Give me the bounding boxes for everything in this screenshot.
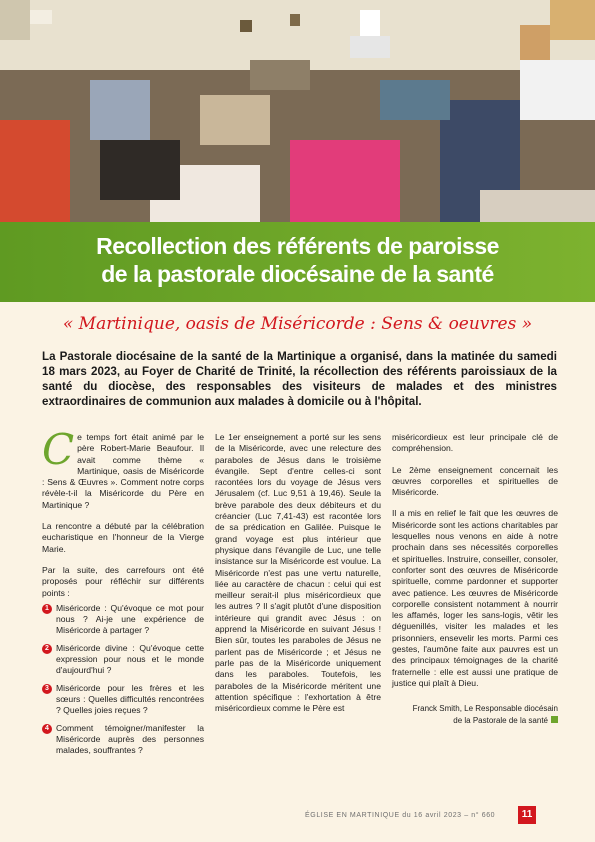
question-item: 4 Comment témoigner/manifester la Miséricorde auprès des personnes malades, souffrantes ? (42, 723, 204, 757)
question-item: 2 Miséricorde divine : Qu'évoque cette expression pour nous et le monde d'aujourd'hui ? (42, 643, 204, 677)
column-1 (42, 425, 204, 762)
question-item: 3 Miséricorde pour les frères et les sœurs : Quelles difficultés rencontrées ? Quelles joies reçues ? (42, 683, 204, 717)
question-number-badge: 3 (42, 684, 52, 694)
column-3 (392, 432, 558, 727)
page-number: 11 (518, 806, 536, 824)
col1-paragraph-2: La rencontre a débuté par la célébration eucharistique en l'honneur de la Vierge Marie. (42, 521, 204, 554)
drop-cap: C (42, 425, 75, 474)
question-number-badge: 1 (42, 604, 52, 614)
column-2 (215, 432, 381, 724)
footer-publication: ÉGLISE EN MARTINIQUE du 16 avril 2023 – n° 660 (305, 812, 496, 819)
article-title-line-1: Recollection des référents de paroisse (96, 233, 499, 259)
article-subtitle: « Martinique, oasis de Miséricorde : Sens & oeuvres » (62, 314, 533, 334)
signature (392, 703, 558, 727)
col3-paragraph-3: Il a mis en relief le fait que les œuvres de Miséricorde sont les actions charitables par lesquelles nous venons en aide à notre prochain dans ses nécessités corporelles et spirituelles. Instruire, conseiller, consoler, conforter sont des œuvres de Miséricorde spirituelle, comme pardonner et supporter avec patience. Les œuvres de Miséricorde corporelle consistent notamment à nourrir les affamés, loger les sans-logis, vêtir les déguenillés, visiter les malades et les prisonniers, ensevelir les morts. Parmi ces gestes, l'aumône faite aux pauvres est un des principaux témoignages de la charité fraternelle : elle est aussi une pratique de justice qui plaît à Dieu. (392, 508, 558, 688)
question-number-badge: 2 (42, 644, 52, 654)
question-list (42, 603, 204, 757)
signature-line-2: de la Pastorale de la santé (392, 715, 558, 727)
question-item: 1 Miséricorde : Qu'évoque ce mot pour nous ? Ai-je une expérience de Miséricorde à partager ? (42, 603, 204, 637)
signature-line-1: Franck Smith, Le Responsable diocésain (412, 704, 558, 714)
col2-paragraph-1: Le 1er enseignement a porté sur les sens de la Miséricorde, avec une relecture des paraboles de Jésus dans le troisième évangile. Sept d'entre celles-ci sont racontées lors du voyage de Jésus vers Jérusalem (cf. Luc 9,51 à 19,46). Seule la brève parabole des deux débiteurs et du créancier (Luc 7,41-43) est racontée lors de sa prédication en Galilée. Puisque le grand voyage est plus intérieur que physique dans l'évangile de Luc, une telle insistance sur la Miséricorde est voulue. La Miséricorde n'est pas une vertu naturelle, liée au caractère de chacun : celui qui est meilleur serait-il plus miséricordieux que les autres ? Il s'agit plutôt d'une disposition intérieure qui grandit avec Jésus : on apprend la Miséricorde en suivant Jésus ! Bien sûr, toutes les paraboles de Jésus ne parlent pas de Miséricorde ; et Jésus ne parle pas de la Miséricorde uniquement dans les paraboles. Toutefois, les paraboles de la Miséricorde méritent une attention spécifique : l'exhortation à être miséricordieux comme le Père est (215, 432, 381, 714)
question-number-badge: 4 (42, 724, 52, 734)
article-title-line-2: de la pastorale diocésaine de la santé (101, 261, 494, 287)
end-mark-square-icon (551, 716, 558, 723)
article-intro: La Pastorale diocésaine de la santé de la Martinique a organisé, dans la matinée du samedi 18 mars 2023, au Foyer de Charité de Trinité, la récollection des référents paroissiaux de la santé du diocèse, des responsables des visiteurs de malades et des ministres extraordinaires de communion aux malades à domicile ou à l'hôpital. (42, 350, 557, 408)
header-photo (0, 0, 595, 222)
article-title (0, 232, 595, 288)
col3-paragraph-2: Le 2ème enseignement concernait les œuvres corporelles et spirituelles de Miséricorde. (392, 464, 558, 498)
col3-paragraph-1: miséricordieux est leur principale clé de compréhension. (392, 432, 558, 454)
col1-paragraph-1: Ce temps fort était animé par le père Robert-Marie Beaufour. Il avait comme thème « Martinique, oasis de Miséricorde : Sens & Œuvres ». Comment notre corps révèle-t-il la Miséricorde du Père en Martinique ? (42, 425, 204, 510)
col1-paragraph-3: Par la suite, des carrefours ont été proposés pour réfléchir sur différents points : (42, 564, 204, 598)
